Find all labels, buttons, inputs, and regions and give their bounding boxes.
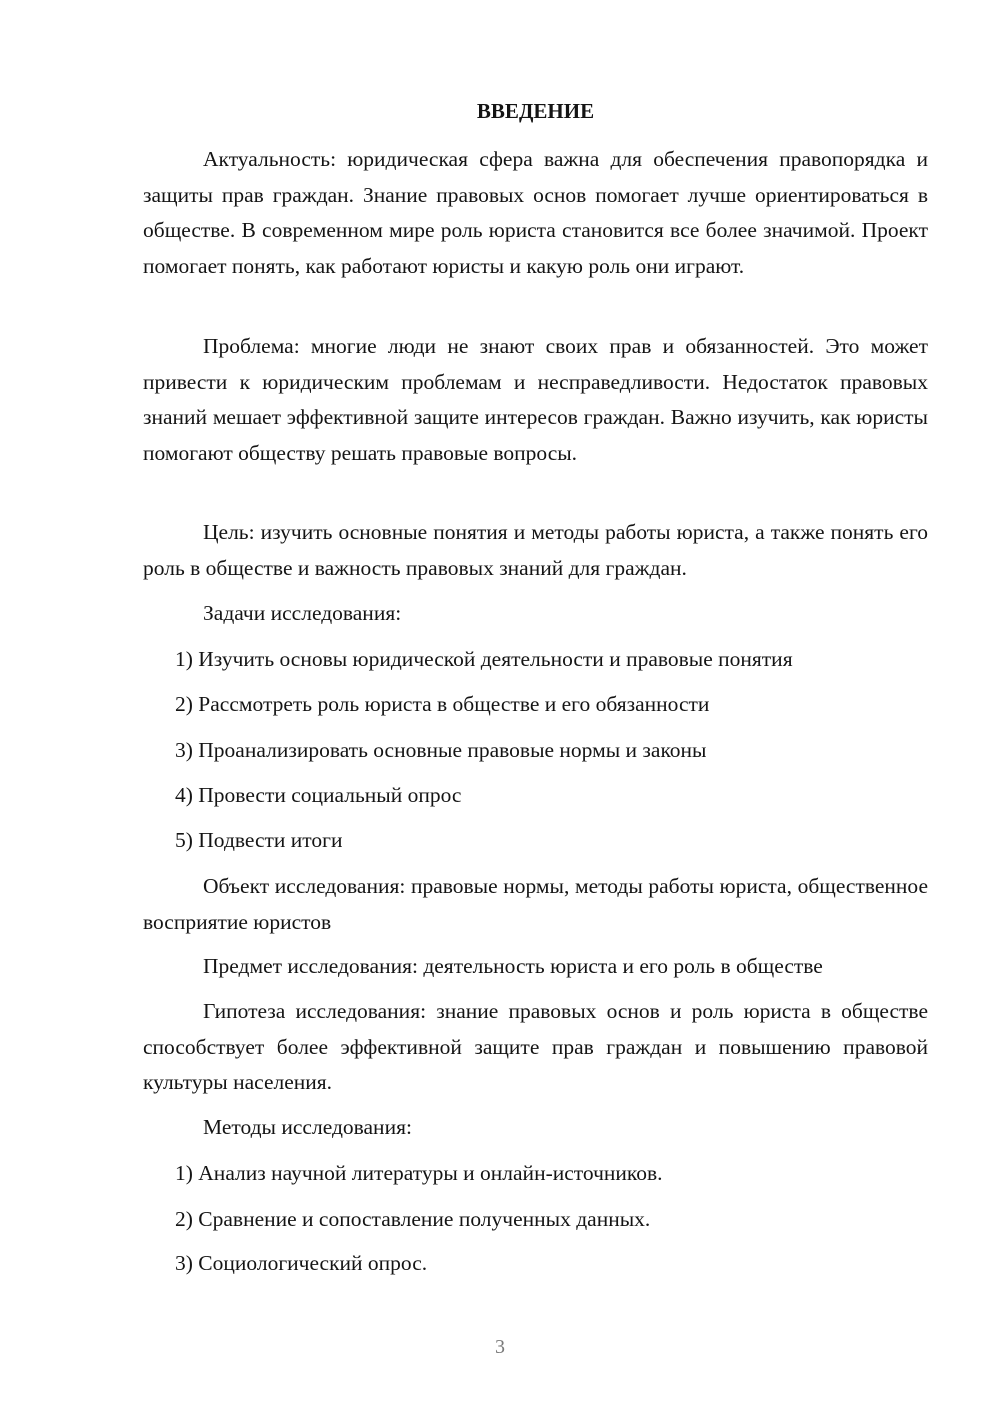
goal-paragraph: Цель: изучить основные понятия и методы работы юриста, а также понять его роль в обществе и важность правовых знаний для граждан. [143, 520, 928, 580]
list-item: 1) Изучить основы юридической деятельности и правовые понятия [175, 647, 793, 671]
tasks-heading: Задачи исследования: [203, 601, 402, 625]
hypothesis-paragraph: Гипотеза исследования: знание правовых основ и роль юриста в обществе способствует более эффективной защите прав граждан и повышению правовой культуры населения. [143, 999, 928, 1094]
list-item: 2) Рассмотреть роль юриста в обществе и его обязанности [175, 692, 710, 716]
list-item: 1) Анализ научной литературы и онлайн-источников. [175, 1161, 663, 1185]
list-item: 2) Сравнение и сопоставление полученных данных. [175, 1207, 651, 1231]
relevance-paragraph: Актуальность: юридическая сфера важна для обеспечения правопорядка и защиты прав граждан. Знание правовых основ помогает лучше ориентироваться в обществе. В современном мире роль юриста становится все более значимой. Проект помогает понять, как работают юристы и какую роль они играют. [143, 147, 928, 278]
object-paragraph: Объект исследования: правовые нормы, методы работы юриста, общественное восприятие юристов [143, 874, 928, 934]
page-title: ВВЕДЕНИЕ [476, 99, 595, 123]
page-number: 3 [495, 1336, 505, 1358]
list-item: 4) Провести социальный опрос [175, 783, 462, 807]
problem-paragraph: Проблема: многие люди не знают своих прав и обязанностей. Это может привести к юридическим проблемам и несправедливости. Недостаток правовых знаний мешает эффективной защите интересов граждан. Важно изучить, как юристы помогают обществу решать правовые вопросы. [143, 334, 928, 465]
list-item: 3) Социологический опрос. [175, 1251, 428, 1275]
subject-paragraph: Предмет исследования: деятельность юриста и его роль в обществе [203, 954, 823, 978]
methods-heading: Методы исследования: [203, 1115, 412, 1139]
list-item: 3) Проанализировать основные правовые нормы и законы [175, 738, 707, 762]
list-item: 5) Подвести итоги [175, 828, 343, 852]
